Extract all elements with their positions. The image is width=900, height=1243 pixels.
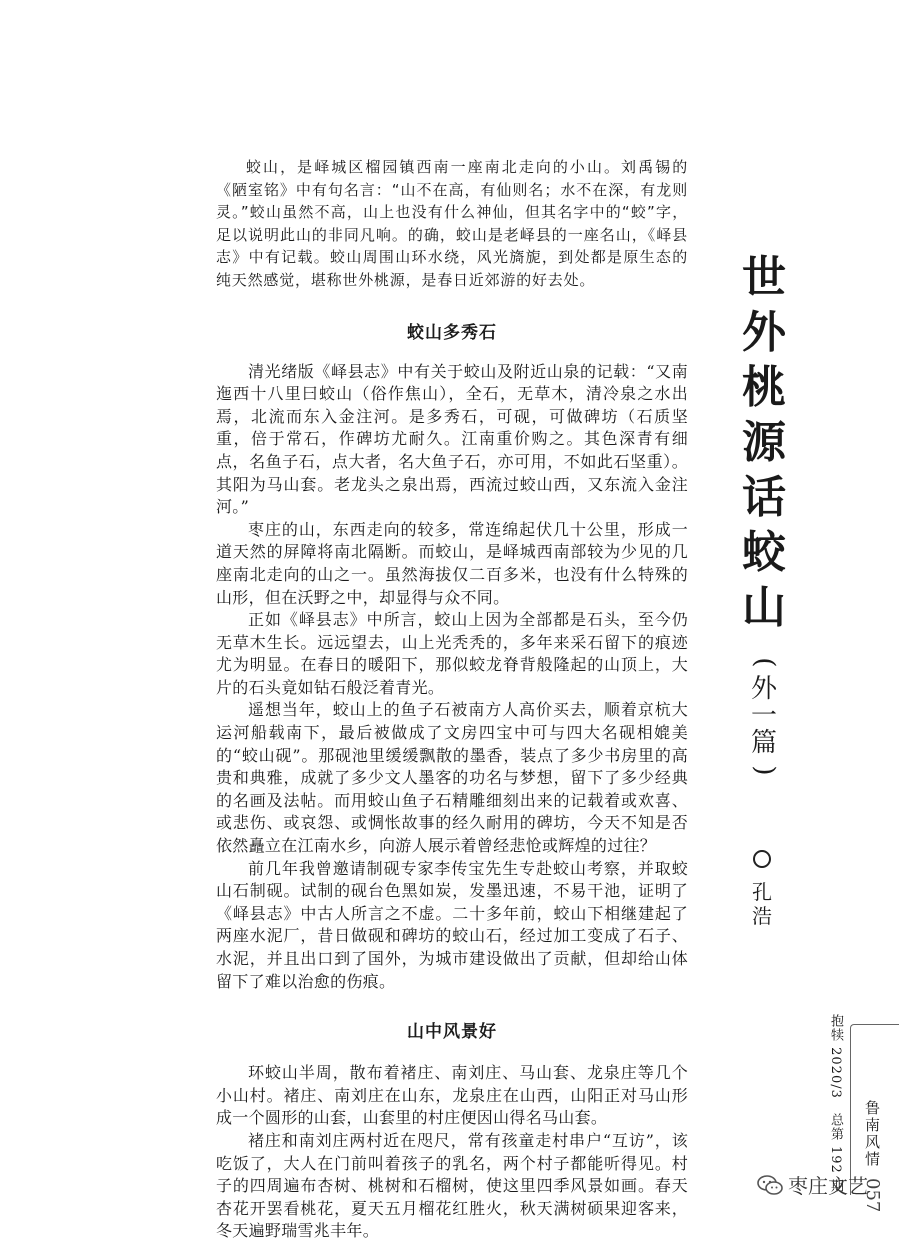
author-char: 孔 [752,880,772,904]
issue-info: 抱犊 2020/3 总第 192 期 [828,1014,843,1193]
subtitle-char: ( [749,657,780,668]
article-body [216,156,688,1243]
watermark-text: 枣庄文艺 [788,1174,868,1198]
author-char: 浩 [752,904,772,928]
title-char: 源 [742,417,786,468]
title-main [734,250,794,635]
circle-icon [753,850,771,868]
page-number: 057 [862,1178,883,1213]
section-heading-2: 山中风景好 [407,1022,497,1043]
subtitle-char: 篇 [750,728,777,758]
title-subtitle [734,649,794,784]
paragraph: 前几年我曾邀请制砚专家李传宝先生专赴蛟山考察，并取蛟山石制砚。试制的砚台色黑如炭，发墨迅速，不易干池，证明了《峄县志》中古人所言之不虚。二十多年前，蛟山下相继建起了两座水泥厂，昔日做砚和碑坊的蛟山石，经过加工变成了石子、水泥，并且出口到了国外，为城市建设做出了贡献，但却给山体留下了难以治愈的伤痕。 [216,858,688,991]
paragraph: 褚庄和南刘庄两村近在咫尺，常有孩童走村串户“互访”，该吃饭了，大人在门前叫着孩子的乳名，两个村子都能听得见。村子的四周遍布杏树、桃树和石榴树，使这里四季风景如画。春天杏花开罢看桃花，夏天五月榴花红胜火，秋天满树硕果迎客来，冬天遍野瑞雪兆丰年。 [216,1130,688,1241]
title-char: 外 [742,307,786,358]
paragraph: 环蛟山半周，散布着褚庄、南刘庄、马山套、龙泉庄等几个小山村。褚庄、南刘庄在山东，龙泉庄在山西，山阳正对马山形成一个圆形的山套，山套里的村庄便因山得名马山套。 [216,1063,688,1128]
column-name: 鲁南风情 [863,1100,881,1168]
wechat-icon [756,1174,784,1196]
intro-section [216,156,688,292]
subtitle-char: 外 [750,674,777,704]
article-title [734,250,794,784]
subtitle-char: ) [749,765,780,776]
section-heading-1: 蛟山多秀石 [407,322,497,343]
title-char: 话 [742,472,786,523]
paragraph: 枣庄的山，东西走向的较多，常连绵起伏几十公里，形成一道天然的屏障将南北隔断。而蛟山，是峄城西南部较为少见的几座南北走向的山之一。虽然海拔仅二百多米，也没有什么特殊的山形，但在沃野之中，却显得与众不同。 [216,519,688,607]
watermark [756,1170,868,1199]
title-char: 蛟 [742,527,786,578]
title-char: 世 [742,252,786,303]
subtitle-char: 一 [750,701,777,731]
intro-paragraph: 蛟山，是峄城区榴园镇西南一座南北走向的小山。刘禹锡的《陋室铭》中有句名言：“山不在高，有仙则名；水不在深，有龙则灵。”蛟山虽然不高，山上也没有什么神仙，但其名字中的“蛟”字，足以说明此山的非同凡响。的确，蛟山是老峄县的一座名山，《峄县志》中有记载。蛟山周围山环水绕，风光旖旎，到处都是原生态的纯天然感觉，堪称世外桃源，是春日近郊游的好去处。 [216,158,688,289]
title-char: 山 [742,582,786,633]
paragraph: 清光绪版《峄县志》中有关于蛟山及附近山泉的记载：“又南迤西十八里曰蛟山（俗作焦山），全石，无草木，清冷泉之水出焉，北流而东入金注河。是多秀石，可砚，可做碑坊（石质坚重，倍于常石，作碑坊尤耐久。江南重价购之。其色深青有细点，名鱼子石，点大者，名大鱼子石，亦可用，不如此石坚重）。其阳为马山套。老龙头之泉出焉，西流过蛟山西，又东流入金注河。” [216,361,688,517]
author-byline [752,850,772,928]
title-char: 桃 [742,362,786,413]
paragraph: 正如《峄县志》中所言，蛟山上因为全部都是石头，至今仍无草木生长。远远望去，山上光秃秃的，多年来采石留下的痕迹尤为明显。在春日的暖阳下，那似蛟龙脊背般隆起的山顶上，大片的石头竟如钻石般泛着青光。 [216,610,688,697]
paragraph: 遥想当年，蛟山上的鱼子石被南方人高价买去，顺着京杭大运河船载南下，最后被做成了文房四宝中可与四大名砚相媲美的“蛟山砚”。那砚池里缓缓飘散的墨香，装点了多少书房里的高贵和典雅，成就了多少文人墨客的功名与梦想，留下了多少经典的名画及法帖。而用蛟山鱼子石精雕细刻出来的记载着或欢喜、或悲伤、或哀怨、或惆怅故事的经久耐用的碑坊，今天不知是否依然矗立在江南水乡，向游人展示着曾经悲怆或辉煌的过往？ [216,700,688,856]
